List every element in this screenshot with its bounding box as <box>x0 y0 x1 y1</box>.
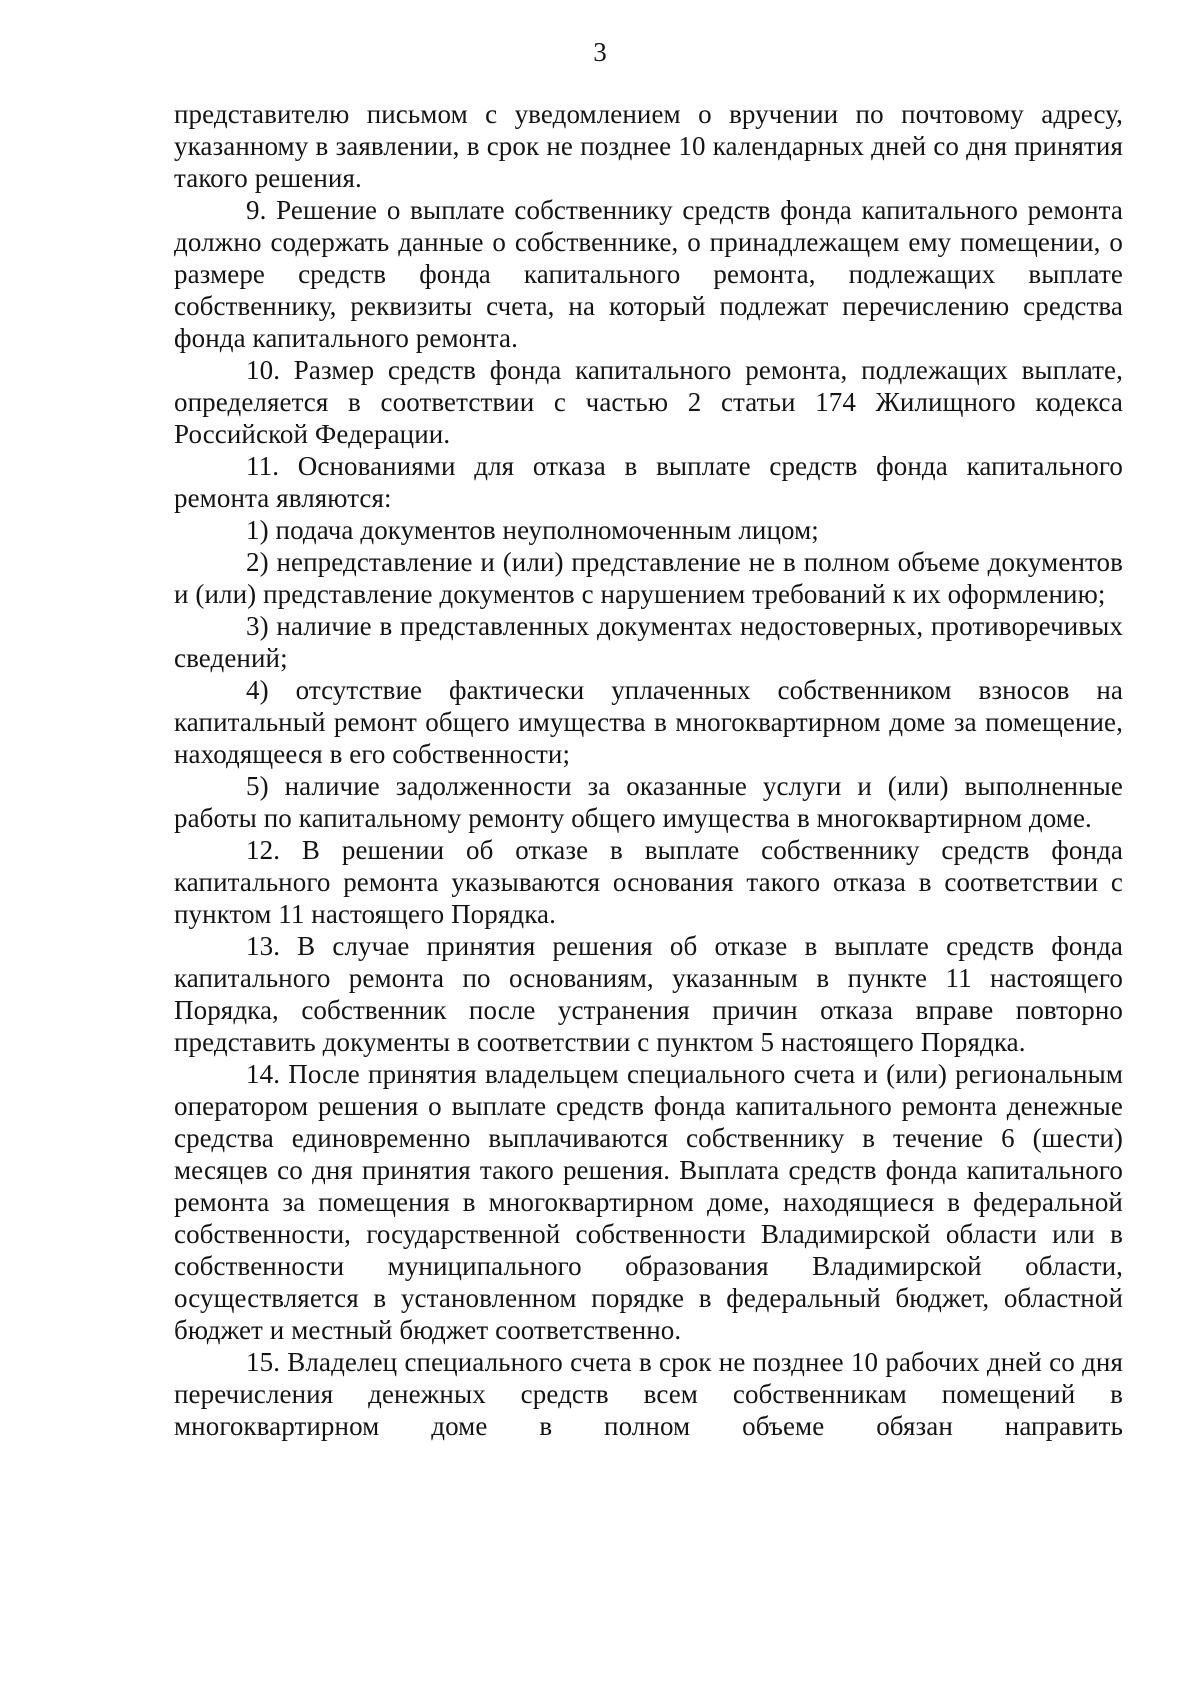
paragraph-item-9: 9. Решение о выплате собственнику средств фонда капитального ремонта должно содержать данные о собственнике, о принадлежащем ему помещении, о размере средств фонда капитального ремонта, подлежащих выплате собственнику, реквизиты счета, на который подлежат перечислению средства фонда капитального ремонта. <box>174 195 1123 353</box>
list-item-11-3: 3) наличие в представленных документах недостоверных, противоречивых сведений; <box>174 611 1123 673</box>
list-item-11-5: 5) наличие задолженности за оказанные услуги и (или) выполненные работы по капитальному ремонту общего имущества в многоквартирном доме. <box>174 771 1123 833</box>
paragraph-item-12: 12. В решении об отказе в выплате собственнику средств фонда капитального ремонта указываются основания такого отказа в соответствии с пунктом 11 настоящего Порядка. <box>174 835 1123 929</box>
paragraph-item-14: 14. После принятия владельцем специального счета и (или) региональным оператором решения о выплате средств фонда капитального ремонта денежные средства единовременно выплачиваются собственнику в течение 6 (шести) месяцев со дня принятия такого решения. Выплата средств фонда капитального ремонта за помещения в многоквартирном доме, находящиеся в федеральной собственности, государственной собственности Владимирской области или в собственности муниципального образования Владимирской области, осуществляется в установленном порядке в федеральный бюджет, областной бюджет и местный бюджет соответственно. <box>174 1059 1123 1345</box>
page-number: 3 <box>593 37 607 67</box>
document-body <box>174 98 1123 1442</box>
paragraph-item-15: 15. Владелец специального счета в срок не позднее 10 рабочих дней со дня перечисления денежных средств всем собственникам помещений в многоквартирном доме в полном объеме обязан направить <box>174 1347 1123 1441</box>
list-item-11-2: 2) непредставление и (или) представление не в полном объеме документов и (или) представление документов с нарушением требований к их оформлению; <box>174 547 1123 609</box>
list-item-11-4: 4) отсутствие фактически уплаченных собственником взносов на капитальный ремонт общего имущества в многоквартирном доме за помещение, находящееся в его собственности; <box>174 675 1123 769</box>
paragraph-continuation: представителю письмом с уведомлением о вручении по почтовому адресу, указанному в заявлении, в срок не позднее 10 календарных дней со дня принятия такого решения. <box>174 99 1123 193</box>
paragraph-item-11: 11. Основаниями для отказа в выплате средств фонда капитального ремонта являются: <box>174 451 1123 513</box>
list-item-11-1: 1) подача документов неуполномоченным лицом; <box>246 515 819 545</box>
paragraph-item-13: 13. В случае принятия решения об отказе в выплате средств фонда капитального ремонта по основаниям, указанным в пункте 11 настоящего Порядка, собственник после устранения причин отказа вправе повторно представить документы в соответствии с пунктом 5 настоящего Порядка. <box>174 931 1123 1057</box>
paragraph-item-10: 10. Размер средств фонда капитального ремонта, подлежащих выплате, определяется в соответствии с частью 2 статьи 174 Жилищного кодекса Российской Федерации. <box>174 355 1123 449</box>
